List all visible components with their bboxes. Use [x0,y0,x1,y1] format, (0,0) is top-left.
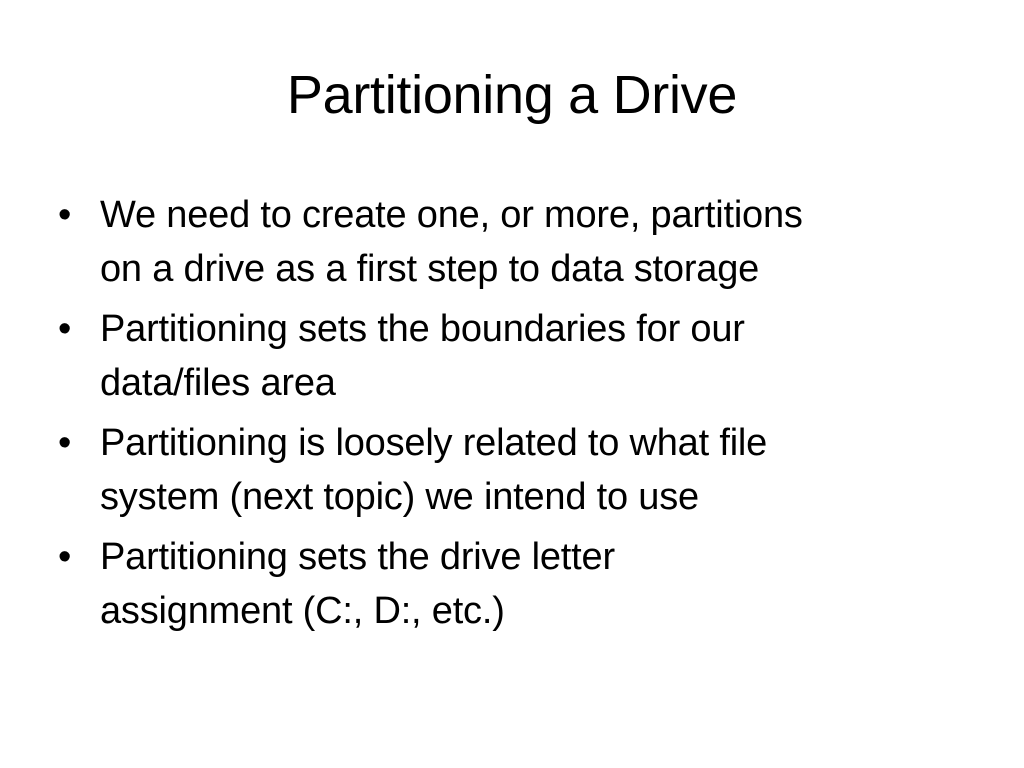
bullet-text [100,188,988,296]
bullet-list [58,188,988,644]
bullet-line: assignment (C:, D:, etc.) [100,590,505,632]
bullet-line: Partitioning is loosely related to what file [100,422,768,464]
slide-title: Partitioning a Drive [286,65,738,125]
bullet-text [100,530,988,638]
bullet-item [58,188,988,296]
bullet-text [100,302,988,410]
bullet-line: Partitioning sets the drive letter [100,536,615,578]
bullet-icon: • [58,308,72,350]
bullet-item [58,416,988,524]
bullet-text [100,416,988,524]
bullet-line: on a drive as a first step to data storage [100,248,760,290]
bullet-icon: • [58,536,72,578]
bullet-line: system (next topic) we intend to use [100,476,699,518]
bullet-item [58,530,988,638]
bullet-line: data/files area [100,362,336,404]
bullet-item [58,302,988,410]
bullet-icon: • [58,422,72,464]
bullet-line: Partitioning sets the boundaries for our [100,308,745,350]
bullet-line: We need to create one, or more, partitions [100,194,803,236]
bullet-icon: • [58,194,72,236]
